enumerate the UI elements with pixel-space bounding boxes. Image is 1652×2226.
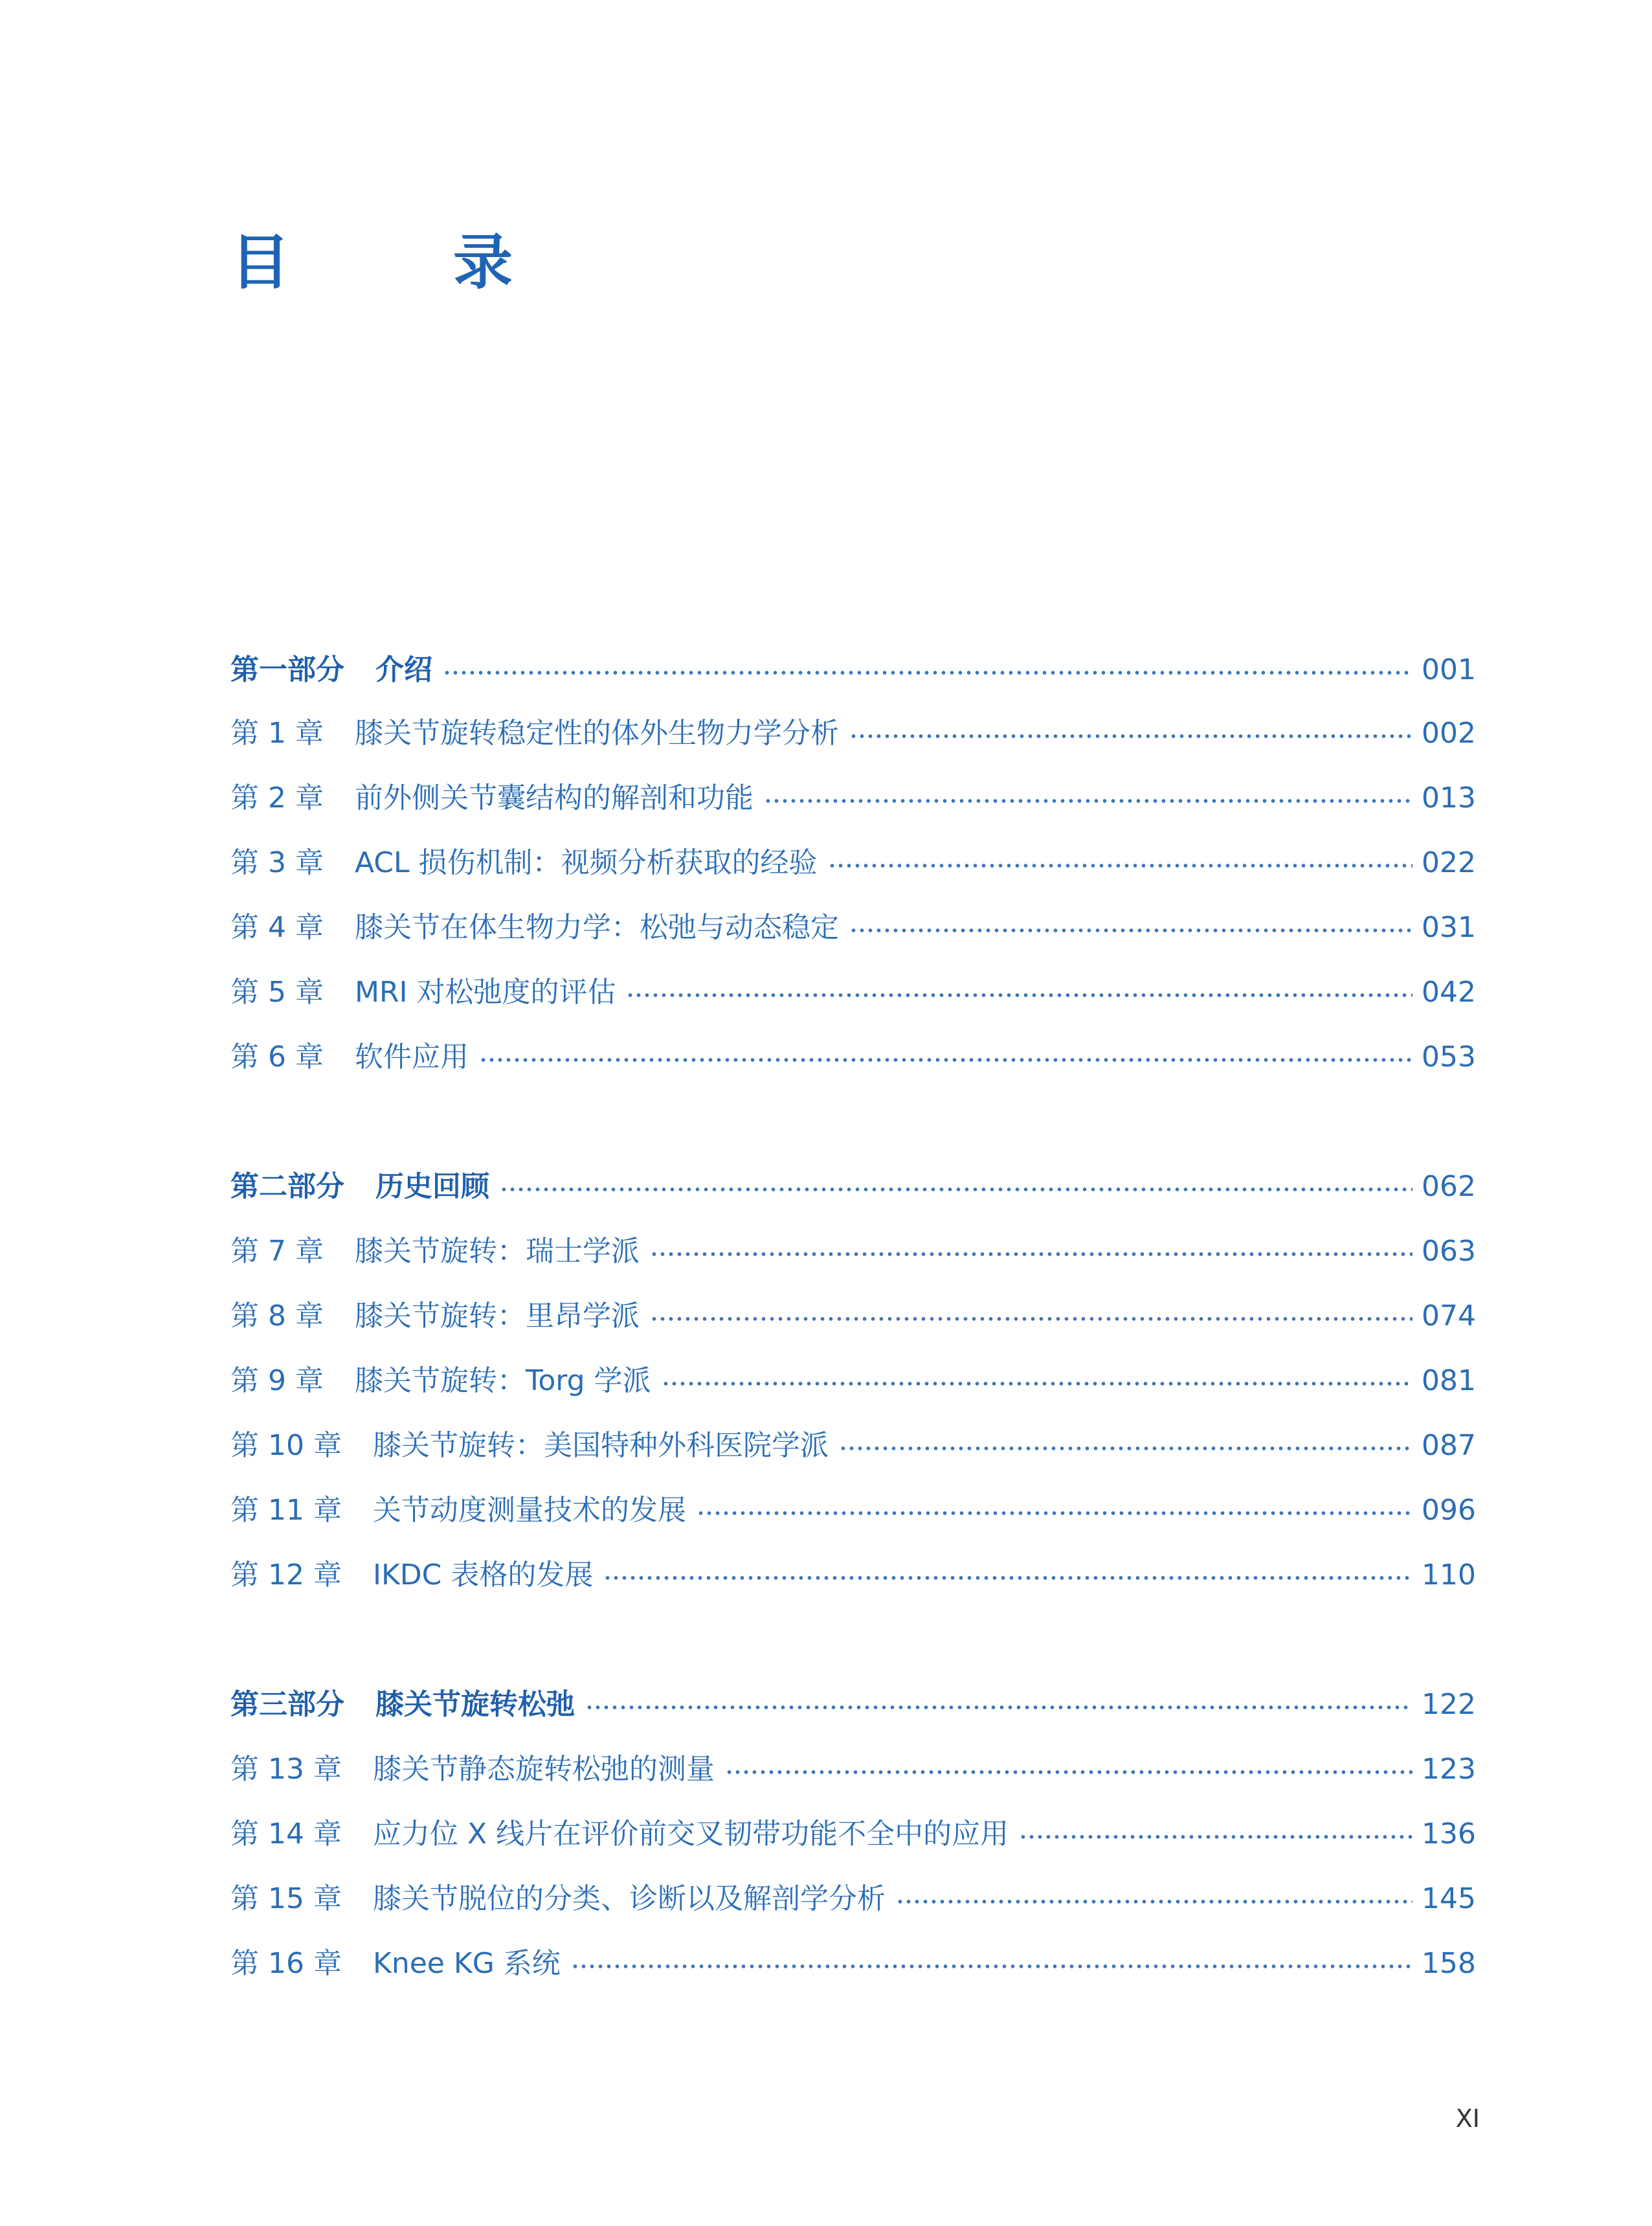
chapter-label: 第 10 章 膝关节旋转：美国特种外科医院学派	[230, 1429, 829, 1462]
dot-leader	[500, 1187, 1412, 1192]
toc-part-2[interactable]	[230, 1164, 1476, 1209]
toc-chapter-13[interactable]	[230, 1747, 1476, 1792]
chapter-label: 第 14 章 应力位 X 线片在评价前交叉韧带功能不全中的应用	[230, 1817, 1009, 1850]
toc-chapter-1[interactable]	[230, 711, 1476, 756]
page-number: 122	[1422, 1688, 1476, 1721]
chapter-label: 第 1 章 膝关节旋转稳定性的体外生物力学分析	[230, 717, 839, 750]
page-number: 123	[1422, 1753, 1476, 1786]
toc-chapter-6[interactable]	[230, 1035, 1476, 1080]
toc-chapter-14[interactable]	[230, 1812, 1476, 1857]
chapter-label: 第 6 章 软件应用	[230, 1040, 469, 1074]
dot-leader	[1019, 1834, 1412, 1839]
page-number: 013	[1422, 781, 1476, 815]
dot-leader	[443, 670, 1412, 675]
page-number: 074	[1422, 1299, 1476, 1332]
chapter-label: 第 3 章 ACL 损伤机制：视频分析获取的经验	[230, 846, 818, 879]
page-number: 062	[1422, 1170, 1476, 1203]
page-number: 031	[1422, 911, 1476, 944]
dot-leader	[603, 1575, 1412, 1580]
toc-chapter-10[interactable]	[230, 1423, 1476, 1468]
toc-chapter-3[interactable]	[230, 840, 1476, 886]
page-number: 158	[1422, 1947, 1476, 1980]
dot-leader	[650, 1316, 1412, 1321]
toc-part-3[interactable]	[230, 1682, 1476, 1727]
toc-chapter-7[interactable]	[230, 1229, 1476, 1274]
toc-chapter-15[interactable]	[230, 1876, 1476, 1922]
page-number: 022	[1422, 846, 1476, 879]
dot-leader	[725, 1770, 1412, 1775]
dot-leader	[697, 1511, 1412, 1516]
chapter-label: 第 12 章 IKDC 表格的发展	[230, 1558, 594, 1591]
page-number: 063	[1422, 1235, 1476, 1268]
chapter-label: 第 9 章 膝关节旋转：Torg 学派	[230, 1364, 651, 1397]
dot-leader	[896, 1899, 1412, 1904]
dot-leader	[585, 1705, 1412, 1710]
toc-chapter-4[interactable]	[230, 905, 1476, 950]
chapter-label: 第 11 章 关节动度测量技术的发展	[230, 1494, 686, 1527]
toc-part-1[interactable]	[230, 647, 1476, 693]
toc-chapter-11[interactable]	[230, 1488, 1476, 1533]
dot-leader	[828, 863, 1412, 868]
page-number: 053	[1422, 1040, 1476, 1074]
toc-chapter-12[interactable]	[230, 1553, 1476, 1598]
page-number: 110	[1422, 1558, 1476, 1591]
dot-leader	[849, 928, 1412, 933]
chapter-label: 第 5 章 MRI 对松弛度的评估	[230, 976, 616, 1009]
part-label: 第一部分 介绍	[230, 653, 432, 686]
toc-chapter-2[interactable]	[230, 776, 1476, 821]
page-folio: XI	[1455, 2104, 1480, 2133]
chapter-label: 第 16 章 Knee KG 系统	[230, 1947, 561, 1980]
dot-leader	[479, 1057, 1412, 1062]
dot-leader	[650, 1252, 1412, 1257]
chapter-label: 第 15 章 膝关节脱位的分类、诊断以及解剖学分析	[230, 1882, 886, 1915]
chapter-label: 第 7 章 膝关节旋转：瑞士学派	[230, 1235, 640, 1268]
toc-chapter-8[interactable]	[230, 1294, 1476, 1339]
chapter-label: 第 4 章 膝关节在体生物力学：松弛与动态稳定	[230, 911, 839, 944]
page-number: 081	[1422, 1364, 1476, 1397]
dot-leader	[626, 993, 1412, 998]
chapter-label: 第 2 章 前外侧关节囊结构的解剖和功能	[230, 781, 753, 815]
toc-chapter-5[interactable]	[230, 970, 1476, 1015]
toc-chapter-16[interactable]	[230, 1941, 1476, 1986]
toc-chapter-9[interactable]	[230, 1358, 1476, 1404]
page-number: 001	[1422, 653, 1476, 686]
part-label: 第三部分 膝关节旋转松弛	[230, 1688, 575, 1721]
dot-leader	[662, 1381, 1412, 1386]
page-number: 042	[1422, 976, 1476, 1009]
dot-leader	[764, 798, 1412, 804]
page-title: 目 录	[230, 228, 565, 297]
page-number: 136	[1422, 1817, 1476, 1850]
chapter-label: 第 13 章 膝关节静态旋转松弛的测量	[230, 1753, 715, 1786]
dot-leader	[839, 1446, 1412, 1451]
part-label: 第二部分 历史回顾	[230, 1170, 489, 1203]
chapter-label: 第 8 章 膝关节旋转：里昂学派	[230, 1299, 640, 1332]
page-number: 002	[1422, 717, 1476, 750]
page-number: 096	[1422, 1494, 1476, 1527]
page-number: 087	[1422, 1429, 1476, 1462]
page-number: 145	[1422, 1882, 1476, 1915]
dot-leader	[571, 1964, 1412, 1969]
dot-leader	[849, 734, 1412, 739]
